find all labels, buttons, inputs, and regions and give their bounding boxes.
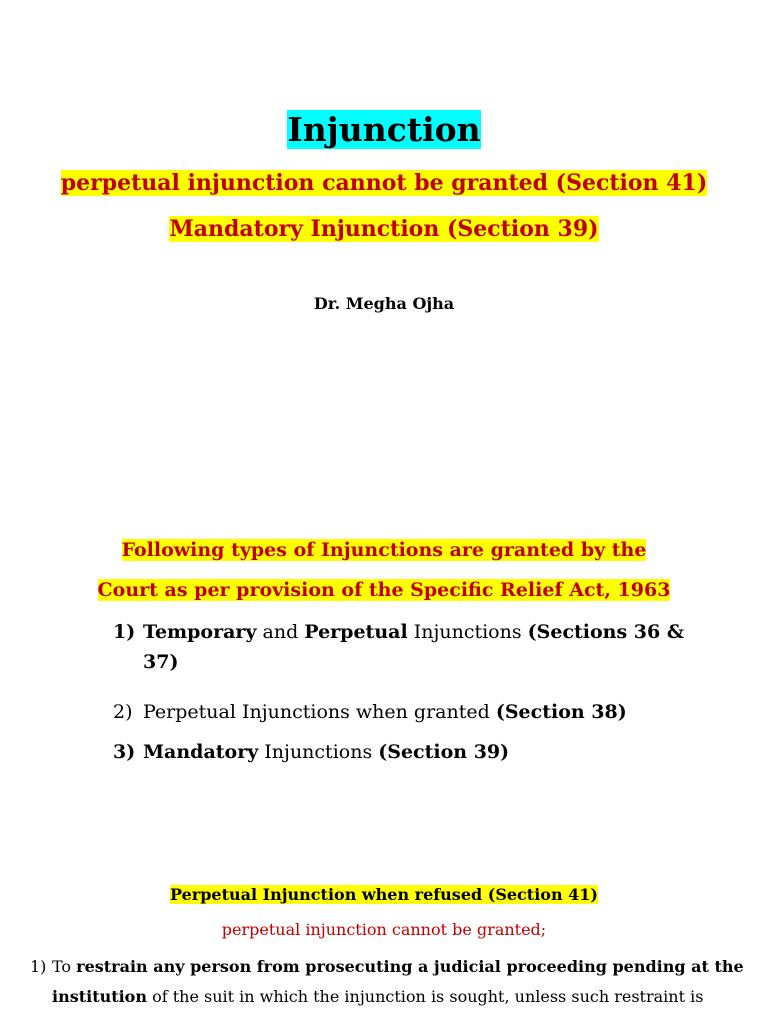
intro-line-1 (0, 534, 768, 566)
list-bold-perpetual: Perpetual (304, 621, 408, 643)
paragraph-text: of the suit in which the injunction is sought, unless such restraint is (146, 987, 704, 1006)
author: Dr. Megha Ojha (313, 294, 455, 313)
intro-line-2-text: Court as per provision of the Specific Relief Act, 1963 (97, 579, 671, 601)
list-bold-mandatory: Mandatory (143, 741, 259, 763)
subtitle-mandatory-text: Mandatory Injunction (Section 39) (169, 216, 599, 242)
refused-subheading: perpetual injunction cannot be granted; (221, 920, 547, 939)
list-bold-section: (Section 38) (495, 701, 627, 723)
paragraph-line-2 (30, 982, 746, 1012)
subtitle-perpetual (0, 166, 768, 200)
page-title (0, 108, 768, 152)
list-bold-section: (Section 39) (378, 741, 510, 763)
paragraph (30, 952, 746, 1012)
title-text: Injunction (287, 110, 481, 149)
list-text: Injunctions (407, 621, 528, 643)
list-item-body (143, 737, 509, 767)
list-number: 2) (113, 701, 133, 723)
refused-heading-text: Perpetual Injunction when refused (Section 41) (170, 885, 598, 904)
list-number: 3) (113, 741, 136, 763)
paragraph-line-1 (30, 952, 746, 982)
list-item-body (143, 697, 627, 727)
list-item-body (143, 617, 703, 677)
paragraph-number: 1) (30, 957, 47, 976)
list-text: Injunctions (258, 741, 379, 763)
paragraph-bold: institution (52, 987, 147, 1006)
paragraph-text: To (52, 957, 77, 976)
list-bold-sections: (Sections 36 & (527, 621, 685, 643)
refused-heading (0, 882, 768, 908)
list-text: and (256, 621, 305, 643)
list-bold-temporary: Temporary (143, 621, 257, 643)
paragraph-bold: restrain any person from prosecuting a judicial proceeding pending at the (76, 957, 744, 976)
list-bold-sections-cont: 37) (143, 651, 179, 673)
list-number: 1) (113, 621, 136, 643)
list-text: Perpetual Injunctions when granted (143, 701, 496, 723)
intro-line-1-text: Following types of Injunctions are granted by the (121, 539, 647, 561)
subtitle-perpetual-text: perpetual injunction cannot be granted (Section 41) (60, 170, 708, 196)
intro-line-2 (0, 574, 768, 606)
subtitle-mandatory (0, 212, 768, 246)
